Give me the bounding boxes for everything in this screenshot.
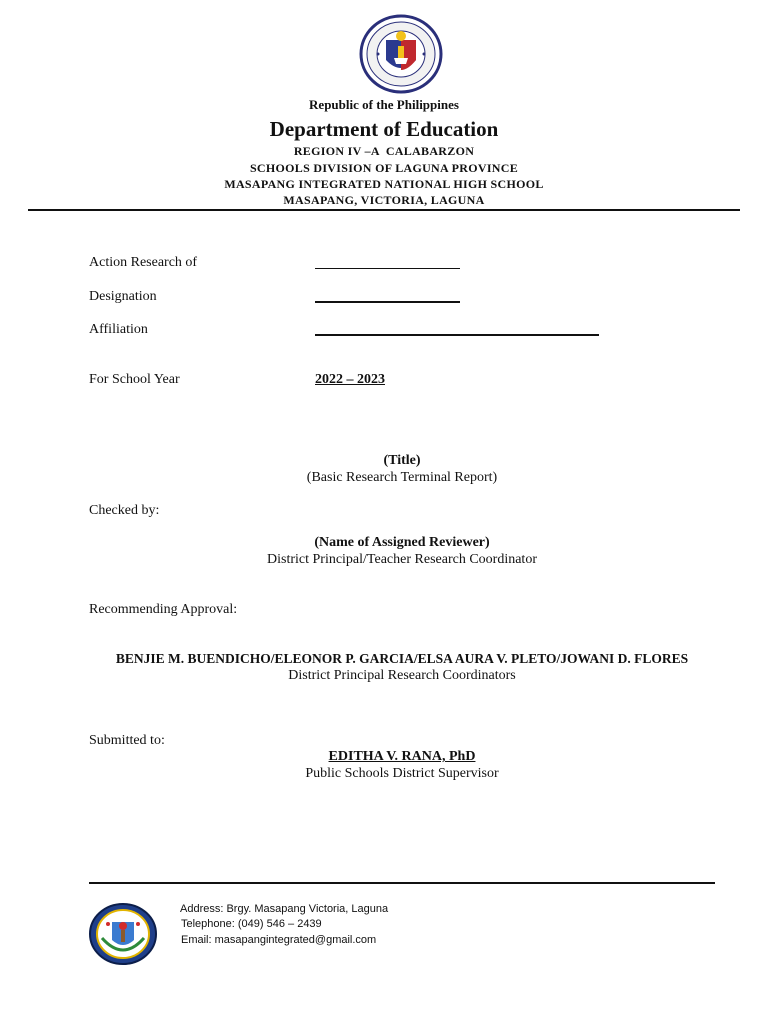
recommending-names: BENJIE M. BUENDICHO/ELEONOR P. GARCIA/ELSA AURA V. PLETO/JOWANI D. FLORES: [115, 651, 689, 666]
reviewer-role: District Principal/Teacher Research Coordinator: [267, 552, 537, 567]
action-research-blank: [315, 268, 460, 269]
deped-seal-logo: [358, 14, 444, 94]
division-line: SCHOOLS DIVISION OF LAGUNA PROVINCE: [249, 161, 519, 175]
action-research-label: Action Research of: [89, 255, 198, 270]
footer-telephone: Telephone: (049) 546 – 2439: [181, 918, 322, 930]
header-divider: [28, 209, 740, 211]
affiliation-label: Affiliation: [89, 322, 148, 337]
department-title: Department of Education: [269, 117, 499, 141]
school-year-value: 2022 – 2023: [315, 372, 385, 387]
region-line: REGION IV –A CALABARZON: [293, 144, 475, 158]
affiliation-blank: [315, 334, 599, 336]
research-title: (Title): [383, 453, 421, 468]
footer-divider: [89, 882, 715, 884]
school-line: MASAPANG INTEGRATED NATIONAL HIGH SCHOOL: [224, 177, 544, 191]
school-seal-logo: [88, 902, 158, 966]
submitted-to-label: Submitted to:: [89, 733, 165, 748]
location-line: MASAPANG, VICTORIA, LAGUNA: [283, 193, 485, 207]
school-year-label: For School Year: [89, 372, 180, 387]
research-subtitle: (Basic Research Terminal Report): [306, 470, 498, 485]
republic-line: Republic of the Philippines: [309, 97, 459, 112]
designation-blank: [315, 301, 460, 303]
recommending-role: District Principal Research Coordinators: [288, 668, 516, 683]
footer-address: Address: Brgy. Masapang Victoria, Laguna: [180, 903, 389, 915]
supervisor-name: EDITHA V. RANA, PhD: [328, 749, 476, 764]
supervisor-role: Public Schools District Supervisor: [305, 766, 499, 781]
reviewer-name: (Name of Assigned Reviewer): [314, 535, 490, 550]
footer-email: Email: masapangintegrated@gmail.com: [181, 934, 377, 946]
checked-by-label: Checked by:: [89, 503, 160, 518]
designation-label: Designation: [89, 289, 157, 304]
recommending-label: Recommending Approval:: [89, 602, 238, 617]
